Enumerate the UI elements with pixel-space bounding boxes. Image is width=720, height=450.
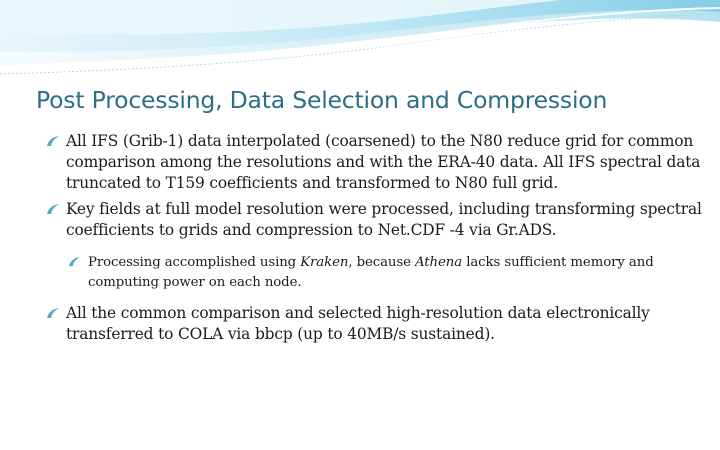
sub-bullet-text-3: lacks sufficient memory and computing power on each node. (88, 255, 654, 290)
bullet-text: All IFS (Grib-1) data interpolated (coarsened) to the N80 reduce grid for common comparison among the resolutions and with the ERA-40 data. All IFS spectral data truncated to T159 coefficients and transformed to N80 full grid. (66, 132, 701, 192)
header-wave-decoration (0, 0, 720, 90)
swoosh-bullet-icon (46, 135, 60, 147)
athena-name: Athena (415, 255, 463, 270)
bullet-list (46, 131, 706, 350)
sub-bullet-item (68, 253, 706, 292)
bullet-text: Key fields at full model resolution were processed, including transforming spectral coefficients to grids and compression to Net.CDF -4 via Gr.ADS. (66, 200, 702, 239)
sub-bullet-text-1: Processing accomplished using (88, 255, 301, 270)
swoosh-bullet-icon (46, 307, 60, 319)
bullet-text: All the common comparison and selected high-resolution data electronically transferred to COLA via bbcp (up to 40MB/s sustained). (66, 304, 650, 343)
bullet-item (46, 303, 706, 345)
swoosh-bullet-icon (46, 203, 60, 215)
bullet-item (46, 199, 706, 241)
swoosh-bullet-icon (68, 256, 81, 267)
bullet-item (46, 131, 706, 194)
kraken-name: Kraken (300, 255, 349, 270)
slide-title: Post Processing, Data Selection and Compression (36, 86, 608, 114)
sub-bullet-text-2: , because (348, 255, 416, 270)
